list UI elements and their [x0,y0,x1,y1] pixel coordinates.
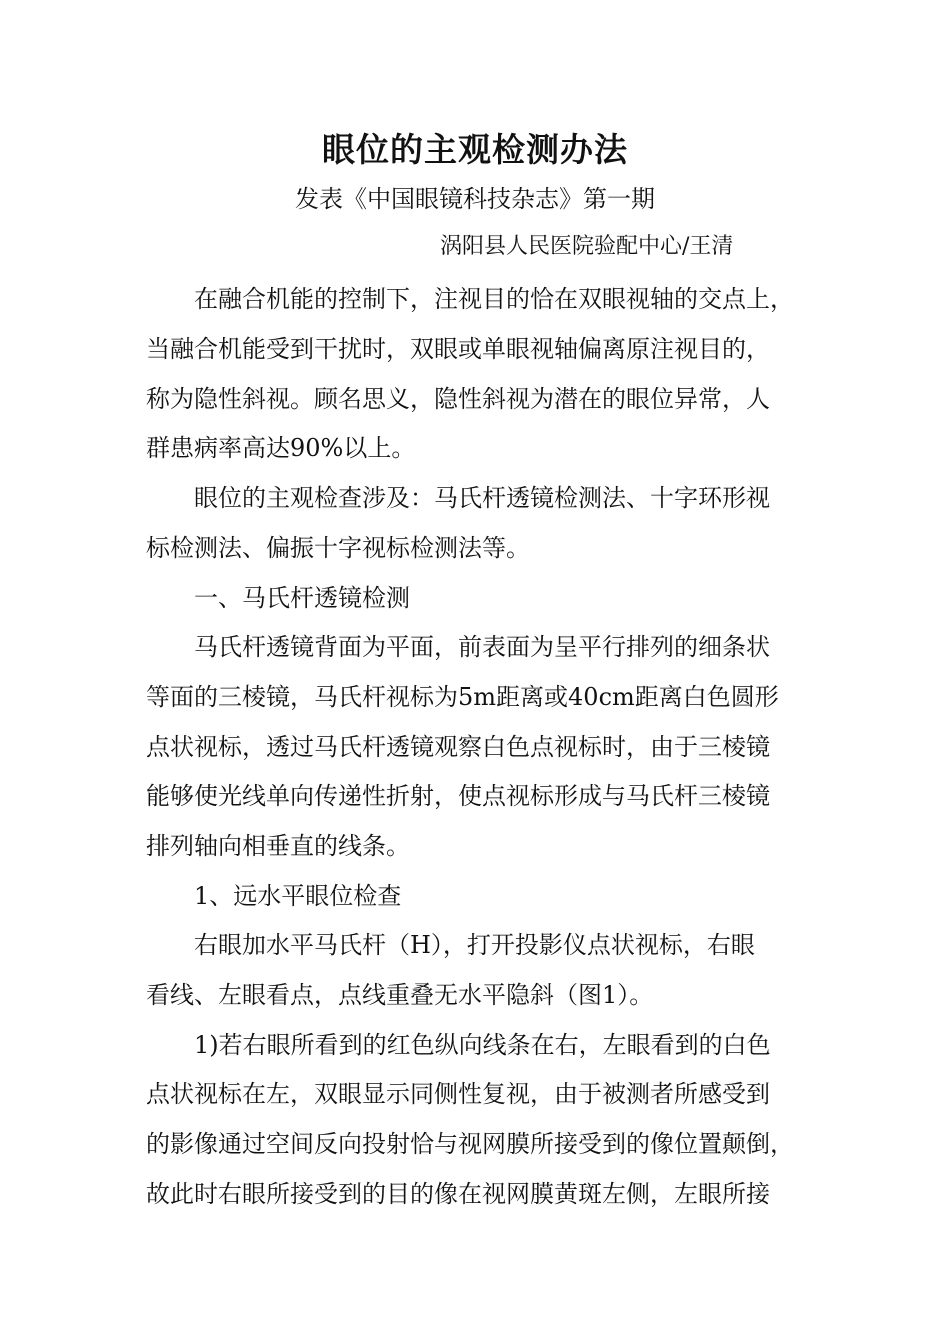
document-title: 眼位的主观检测办法 [322,130,628,169]
subsection-heading: 1、远水平眼位检查 [194,882,402,910]
text-line: 看线、左眼看点，点线重叠无水平隐斜（图1）。 [146,981,654,1009]
section-heading: 一、马氏杆透镜检测 [194,584,410,612]
text-line: 马氏杆透镜背面为平面，前表面为呈平行排列的细条状 [194,633,770,661]
text-line: 眼位的主观检查涉及：马氏杆透镜检测法、十字环形视 [194,484,770,512]
text-line: 群患病率高达90%以上。 [146,434,416,462]
text-line: 1)若右眼所看到的红色纵向线条在右，左眼看到的白色 [194,1031,771,1059]
text-line: 能够使光线单向传递性折射，使点视标形成与马氏杆三棱镜 [146,782,770,810]
text-line: 在融合机能的控制下，注视目的恰在双眼视轴的交点上， [194,285,794,313]
document-author: 涡阳县人民医院验配中心/王清 [440,234,734,259]
text-line: 点状视标在左，双眼显示同侧性复视，由于被测者所感受到 [146,1080,770,1108]
text-line: 右眼加水平马氏杆（H），打开投影仪点状视标，右眼 [194,931,755,959]
text-line: 称为隐性斜视。顾名思义，隐性斜视为潜在的眼位异常，人 [146,385,770,413]
text-line: 当融合机能受到干扰时，双眼或单眼视轴偏离原注视目的， [146,335,770,363]
text-line: 等面的三棱镜，马氏杆视标为5m距离或40cm距离白色圆形 [146,683,779,711]
text-line: 的影像通过空间反向投射恰与视网膜所接受到的像位置颠倒， [146,1130,794,1158]
document-subtitle: 发表《中国眼镜科技杂志》第一期 [295,185,655,213]
text-line: 故此时右眼所接受到的目的像在视网膜黄斑左侧，左眼所接 [146,1180,770,1208]
text-line: 标检测法、偏振十字视标检测法等。 [146,534,530,562]
text-line: 点状视标，透过马氏杆透镜观察白色点视标时，由于三棱镜 [146,733,770,761]
text-line: 排列轴向相垂直的线条。 [146,832,410,860]
